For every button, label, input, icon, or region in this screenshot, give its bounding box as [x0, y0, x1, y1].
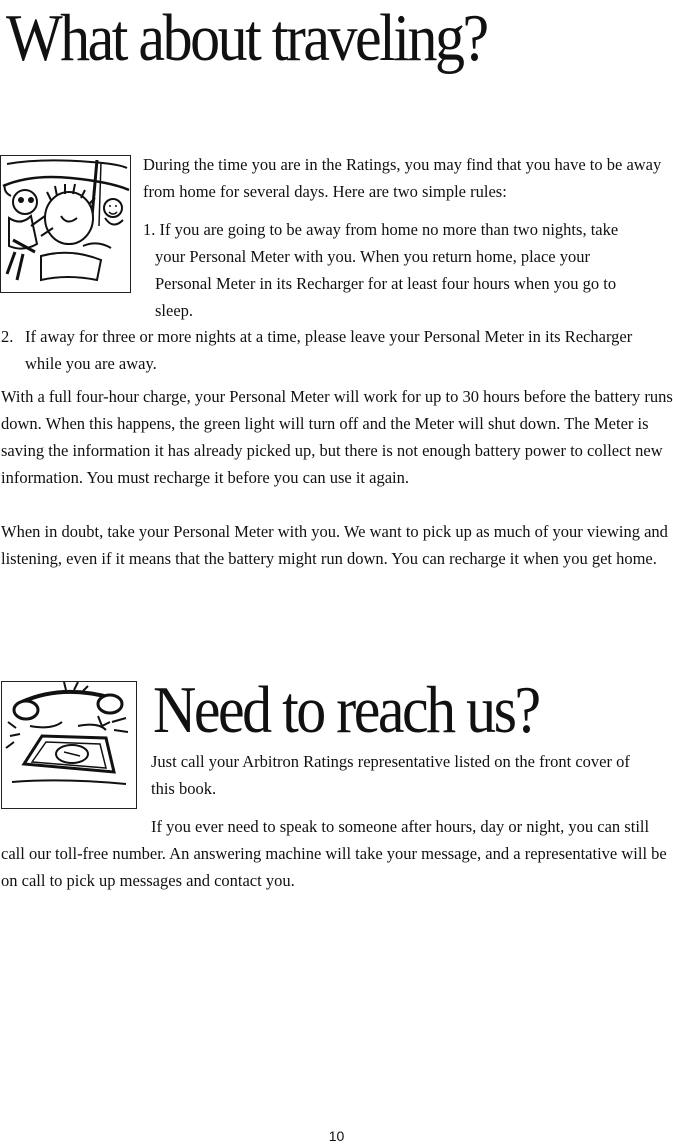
- intro-paragraph: During the time you are in the Ratings, you may find that you have to be away from home for several days. Here are two simple rules:: [143, 155, 662, 201]
- battery-paragraph: With a full four-hour charge, your Personal Meter will work for up to 30 hours before the battery runs down. When this happens, the green light will turn off and the Meter will shut down. The Meter is saving the information it has already picked up, but there is not enough battery power to collect new information. You must recharge it before you can use it again.: [1, 387, 673, 487]
- page-number: 10: [328, 1128, 345, 1144]
- rule-2-paragraph: If away for three or more nights at a time, please leave your Personal Meter in its Recharger while you are away.: [25, 327, 633, 373]
- car-travel-illustration: [0, 155, 131, 293]
- page-title: What about traveling?: [6, 0, 487, 75]
- section-heading-contact: Need to reach us?: [153, 672, 539, 747]
- call-paragraph: Just call your Arbitron Ratings representative listed on the front cover of this book.: [151, 752, 630, 798]
- rule-2-number: 2.: [1, 327, 14, 346]
- telephone-drawing-icon: [2, 682, 136, 808]
- phone-illustration: [1, 681, 137, 809]
- afterhours-paragraph: If you ever need to speak to someone after hours, day or night, you can still call our toll-free number. An answering machine will take your message, and a representative will be on call to pick up messages and contact you.: [1, 817, 667, 890]
- car-drawing-icon: [1, 156, 130, 292]
- rule-1-paragraph: 1. If you are going to be away from home no more than two nights, take your Personal Meter with you. When you return home, place your Personal Meter in its Recharger for at least four hours when you go to sleep.: [143, 220, 619, 320]
- doubt-paragraph: When in doubt, take your Personal Meter with you. We want to pick up as much of your viewing and listening, even if it means that the battery might run down. You can recharge it when you get home.: [1, 522, 668, 568]
